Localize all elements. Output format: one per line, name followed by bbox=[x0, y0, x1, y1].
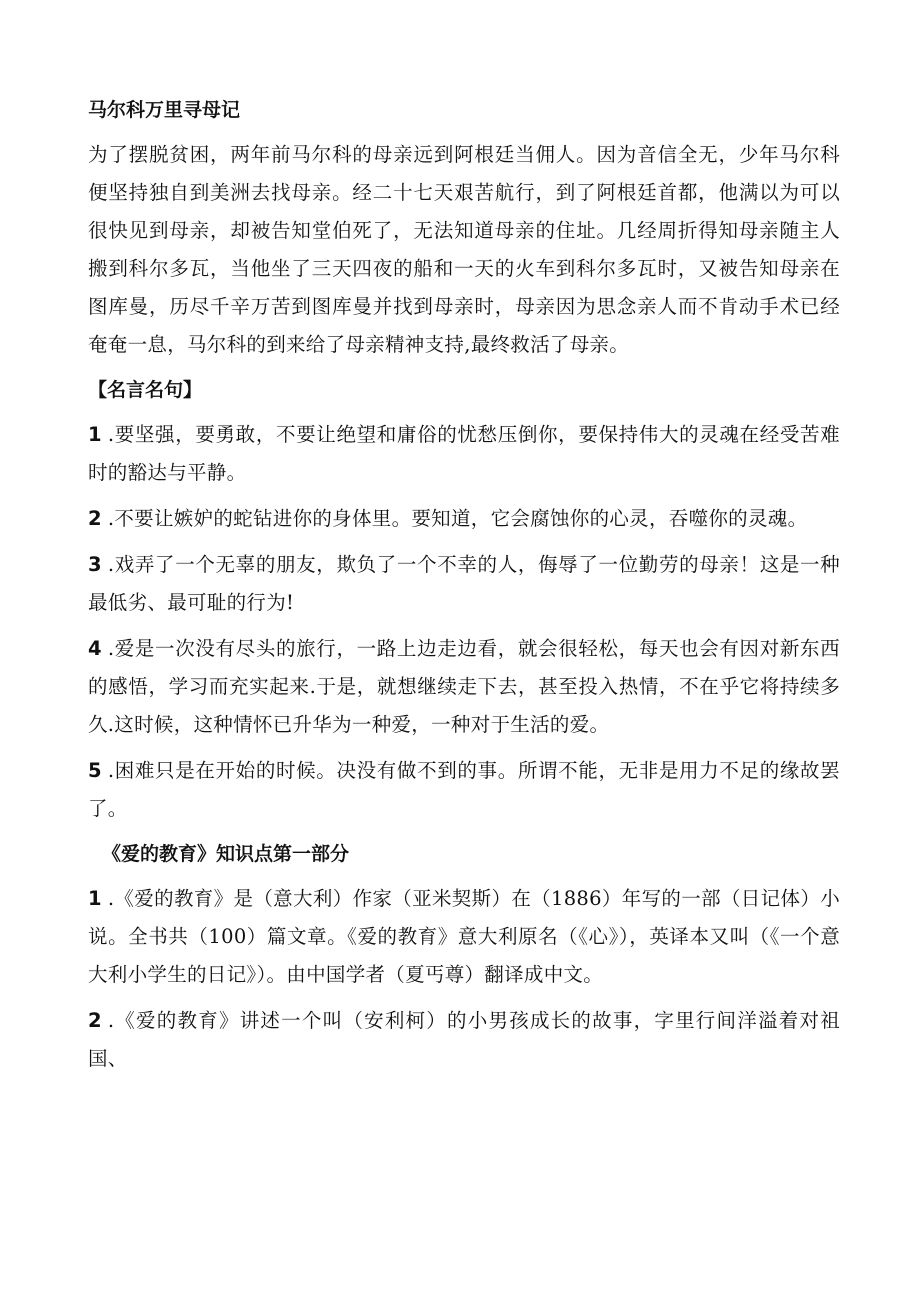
quote-text: .爱是一次没有尽头的旅行，一路上边走边看，就会很轻松，每天也会有因对新东西的感悟，学习而充实起来.于是，就想继续走下去，甚至投入热情，不在乎它将持续多久.这时候，这种情怀已升华为一种爱，一种对于生活的爱。 bbox=[88, 637, 840, 736]
knowledge-number: 1 bbox=[88, 887, 102, 910]
quote-number: 3 bbox=[88, 553, 102, 576]
quote-item bbox=[88, 546, 840, 622]
quote-item bbox=[88, 630, 840, 744]
knowledge-title: 《爱的教育》知识点第一部分 bbox=[102, 843, 350, 865]
quote-text: .不要让嫉妒的蛇钻进你的身体里。要知道，它会腐蚀你的心灵，吞噬你的灵魂。 bbox=[107, 507, 808, 530]
quote-number: 2 bbox=[88, 507, 102, 530]
quote-number: 1 bbox=[88, 423, 102, 446]
knowledge-text: .《爱的教育》讲述一个叫（安利柯）的小男孩成长的故事，字里行间洋溢着对祖国、 bbox=[88, 1009, 840, 1070]
quote-item bbox=[88, 416, 840, 492]
knowledge-item bbox=[88, 1002, 840, 1078]
quote-item bbox=[88, 500, 840, 538]
knowledge-text: .《爱的教育》是（意大利）作家（亚米契斯）在（1886）年写的一部（日记体）小说。全书共（100）篇文章。《爱的教育》意大利原名（《心》），英译本又叫（《一个意大利小学生的日记》）。由中国学者（夏丐尊）翻译成中文。 bbox=[88, 887, 840, 986]
quote-text: .戏弄了一个无辜的朋友，欺负了一个不幸的人，侮辱了一位勤劳的母亲！这是一种最低劣、最可耻的行为! bbox=[88, 553, 840, 614]
knowledge-number: 2 bbox=[88, 1009, 102, 1032]
document-content bbox=[88, 92, 840, 1086]
quote-item bbox=[88, 752, 840, 828]
quote-number: 5 bbox=[88, 759, 102, 782]
quotes-title: 【名言名句】 bbox=[88, 379, 203, 401]
knowledge-item bbox=[88, 880, 840, 994]
story-title: 马尔科万里寻母记 bbox=[88, 99, 241, 121]
quote-text: .困难只是在开始的时候。决没有做不到的事。所谓不能，无非是用力不足的缘故罢了。 bbox=[88, 759, 840, 820]
quote-text: .要坚强，要勇敢，不要让绝望和庸俗的忧愁压倒你，要保持伟大的灵魂在经受苦难时的豁达与平静。 bbox=[88, 423, 840, 484]
story-paragraph: 为了摆脱贫困，两年前马尔科的母亲远到阿根廷当佣人。因为音信全无，少年马尔科便坚持独自到美洲去找母亲。经二十七天艰苦航行，到了阿根廷首都，他满以为可以很快见到母亲，却被告知堂伯死了，无法知道母亲的住址。几经周折得知母亲随主人搬到科尔多瓦，当他坐了三天四夜的船和一天的火车到科尔多瓦时，又被告知母亲在图库曼，历尽千辛万苦到图库曼并找到母亲时，母亲因为思念亲人而不肯动手术已经奄奄一息，马尔科的到来给了母亲精神支持,最终救活了母亲。 bbox=[88, 143, 840, 356]
quote-number: 4 bbox=[88, 637, 102, 660]
